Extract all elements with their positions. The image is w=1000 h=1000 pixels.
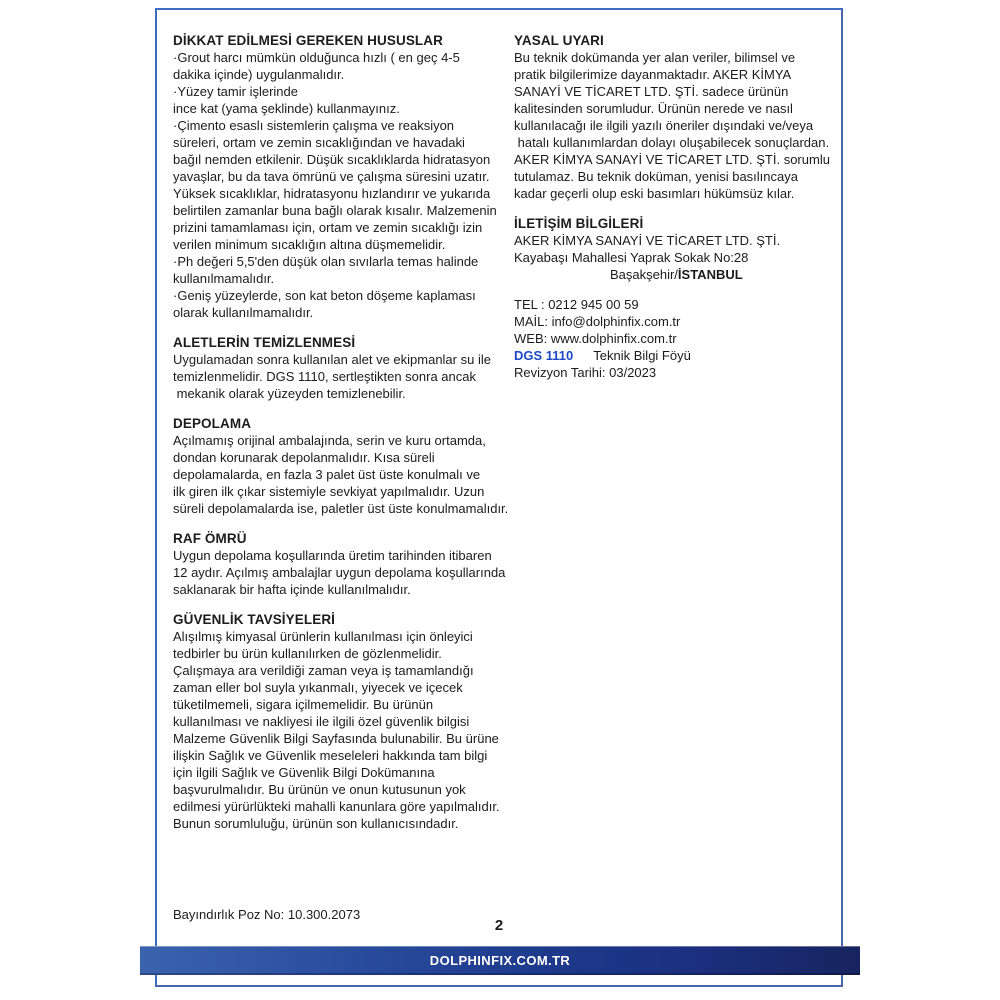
- doc-type-label: Teknik Bilgi Föyü: [593, 348, 691, 363]
- section-line: prizini tamamlaması için, ortam ve zemin sıcaklığı izin: [173, 220, 483, 235]
- section-line: Alışılmış kimyasal ürünlerin kullanılması için önleyici: [173, 629, 473, 644]
- section-line: bağıl nemden etkilenir. Düşük sıcaklıklarda hidratasyon: [173, 152, 491, 167]
- section-line: mekanik olarak yüzeyden temizlenebilir.: [173, 386, 406, 401]
- text-line: kalitesinden sorumludur. Ürünün nerede ve nasıl: [514, 101, 793, 116]
- section-title: DİKKAT EDİLMESİ GEREKEN HUSUSLAR: [173, 33, 443, 48]
- section-line: Bunun sorumluluğu, ürünün son kullanıcısındadır.: [173, 816, 459, 831]
- section-line: kullanılması ve nakliyesi ile ilgili özel güvenlik bilgisi: [173, 714, 470, 729]
- city-line: [610, 266, 850, 283]
- section-line: başvurulmalıdır. Bu ürünün ve onun kutusunun yok: [173, 782, 466, 797]
- contact-details: [514, 296, 850, 381]
- text-line: kadar geçerli olup eski basımları hükümsüz kılar.: [514, 186, 795, 201]
- section-line: ·Ph değeri 5,5'den düşük olan sıvılarla temas halinde: [173, 254, 479, 269]
- text-line: AKER KİMYA SANAYİ VE TİCARET LTD. ŞTİ.: [514, 233, 781, 248]
- city-name: İSTANBUL: [677, 267, 743, 282]
- section: [173, 334, 521, 402]
- legal-notice-section: [514, 32, 850, 202]
- contact-info-section: [514, 215, 850, 283]
- section-line: Uygulamadan sonra kullanılan alet ve ekipmanlar su ile: [173, 352, 491, 367]
- text-line: pratik bilgilerimize dayanmaktadır. AKER KİMYA: [514, 67, 792, 82]
- section-line: için ilgili Sağlık ve Güvenlik Bilgi Dokümanına: [173, 765, 435, 780]
- right-column: [514, 32, 850, 381]
- website-line: WEB: www.dolphinfix.com.tr: [514, 331, 677, 346]
- section-line: kullanılmamalıdır.: [173, 271, 275, 286]
- city-prefix: Başakşehir/: [610, 267, 678, 282]
- contact-info-title: İLETİŞİM BİLGİLERİ: [514, 216, 644, 231]
- section-title: RAF ÖMRÜ: [173, 531, 247, 546]
- section-line: zaman eller bol suyla yıkanmalı, yiyecek ve içecek: [173, 680, 463, 695]
- page-number: 2: [494, 917, 504, 934]
- section: [173, 611, 521, 832]
- section-line: süreli depolamalarda ise, paletler üst üste konulmamalıdır.: [173, 501, 509, 516]
- section-line: Çalışmaya ara verildiği zaman veya iş tamamlandığı: [173, 663, 474, 678]
- section-line: ilk giren ilk çıkar sistemiyle sevkiyat yapılmalıdır. Uzun: [173, 484, 485, 499]
- text-line: AKER KİMYA SANAYİ VE TİCARET LTD. ŞTİ. sorumlu: [514, 152, 830, 167]
- left-column: [173, 32, 521, 845]
- footer-website-text: DOLPHINFIX.COM.TR: [429, 953, 571, 968]
- section-line: verilen minimum sıcaklığın altına düşmemelidir.: [173, 237, 446, 252]
- section-line: ·Grout harcı mümkün olduğunca hızlı ( en geç 4-5: [173, 50, 460, 65]
- section-line: ·Yüzey tamir işlerinde: [173, 84, 298, 99]
- section-line: saklanarak bir hafta içinde kullanılmalıdır.: [173, 582, 411, 597]
- legal-notice-title: YASAL UYARI: [514, 33, 604, 48]
- section-line: ince kat (yama şeklinde) kullanmayınız.: [173, 101, 400, 116]
- text-line: kullanılacağı ile ilgili yazılı öneriler dışındaki ve/veya: [514, 118, 814, 133]
- section-line: belirtilen zamanlar buna bağlı olarak kısalır. Malzemenin: [173, 203, 497, 218]
- contact-address: [514, 232, 850, 266]
- section: [173, 415, 521, 517]
- text-line: Bu teknik dokümanda yer alan veriler, bilimsel ve: [514, 50, 796, 65]
- phone-line: TEL : 0212 945 00 59: [514, 297, 639, 312]
- revision-date-line: Revizyon Tarihi: 03/2023: [514, 365, 657, 380]
- section-line: Malzeme Güvenlik Bilgi Sayfasında bulunabilir. Bu ürüne: [173, 731, 499, 746]
- section-line: ·Geniş yüzeylerde, son kat beton döşeme kaplaması: [173, 288, 476, 303]
- section: [173, 32, 521, 321]
- legal-notice-body: [514, 49, 850, 202]
- section-line: dakika içinde) uygulanmalıdır.: [173, 67, 345, 82]
- text-line: Kayabaşı Mahallesi Yaprak Sokak No:28: [514, 250, 749, 265]
- section-line: edilmesi yürürlükteki mahalli kanunlara göre yapılmalıdır.: [173, 799, 500, 814]
- section-line: olarak kullanılmamalıdır.: [173, 305, 314, 320]
- section-line: Uygun depolama koşullarında üretim tarihinden itibaren: [173, 548, 492, 563]
- footer-brand-bar: [140, 946, 860, 975]
- text-line: hatalı kullanımlardan dolayı oluşabilecek sonuçlardan.: [514, 135, 830, 150]
- product-doc-line: [514, 347, 850, 364]
- section-title: ALETLERİN TEMİZLENMESİ: [173, 335, 356, 350]
- section-line: temizlenmelidir. DGS 1110, sertleştikten sonra ancak: [173, 369, 476, 384]
- section-title: GÜVENLİK TAVSİYELERİ: [173, 612, 336, 627]
- section-line: ·Çimento esaslı sistemlerin çalışma ve reaksiyon: [173, 118, 455, 133]
- email-line: MAİL: info@dolphinfix.com.tr: [514, 314, 681, 329]
- section-line: depolamalarda, en fazla 3 palet üst üste konulmalı ve: [173, 467, 481, 482]
- poz-no-label: Bayındırlık Poz No: 10.300.2073: [173, 907, 361, 922]
- section-line: tüketilmemeli, sigara içilmemelidir. Bu ürünün: [173, 697, 434, 712]
- section-line: 12 aydır. Açılmış ambalajlar uygun depolama koşullarında: [173, 565, 506, 580]
- section-line: Açılmamış orijinal ambalajında, serin ve kuru ortamda,: [173, 433, 486, 448]
- section-line: süreleri, ortam ve zemin sıcaklığından ve havadaki: [173, 135, 465, 150]
- text-line: tutulamaz. Bu teknik doküman, yenisi basılıncaya: [514, 169, 798, 184]
- section: [173, 530, 521, 598]
- section-title: DEPOLAMA: [173, 416, 252, 431]
- section-line: ilişkin Sağlık ve Güvenlik meseleleri hakkında tam bilgi: [173, 748, 488, 763]
- product-code: DGS 1110: [514, 348, 574, 363]
- text-line: SANAYİ VE TİCARET LTD. ŞTİ. sadece ürünün: [514, 84, 789, 99]
- section-line: tedbirler bu ürün kullanılırken de gözlenmelidir.: [173, 646, 442, 661]
- section-line: yavaşlar, bu da tava ömrünü ve çalışma süresini uzatır.: [173, 169, 490, 184]
- section-line: dondan korunarak depolanmalıdır. Kısa süreli: [173, 450, 435, 465]
- section-line: Yüksek sıcaklıklar, hidratasyonu hızlandırır ve yukarıda: [173, 186, 491, 201]
